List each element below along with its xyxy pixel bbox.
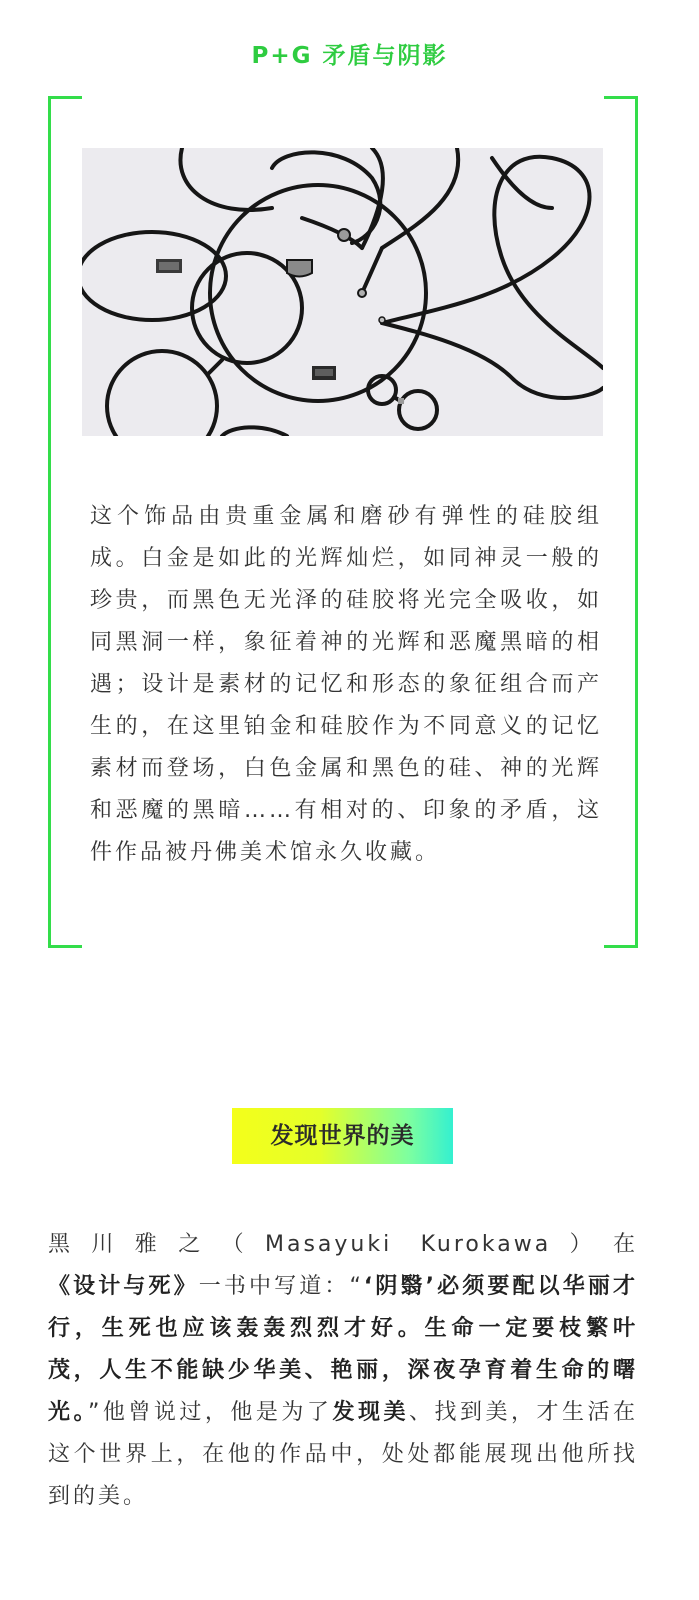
body-bold-book-title: 《设计与死》 <box>48 1274 199 1299</box>
frame-corner-top-right <box>604 96 638 99</box>
section-title: P+G 矛盾与阴影 <box>251 43 448 69</box>
framed-paragraph: 这个饰品由贵重金属和磨砂有弹性的硅胶组成。白金是如此的光辉灿烂，如同神灵一般的珍贵，而黑色无光泽的硅胶将光完全吸收，如同黑洞一样，象征着神的光辉和恶魔黑暗的相遇；设计是素材的记忆和形态的象征组合而产生的，在这里铂金和硅胶作为不同意义的记忆素材而登场，白色金属和黑色的硅、神的光辉和恶魔的黑暗……有相对的、印象的矛盾，这件作品被丹佛美术馆永久收藏。 <box>90 504 602 865</box>
frame-left-line <box>48 96 51 948</box>
jewelry-photo <box>82 148 603 436</box>
body-bold-quote: ‘阴翳’必须要配以华丽才行，生死也应该轰轰烈烈才好。生命一定要枝繁叶茂，人生不能缺少华美、艳丽，深夜孕育着生命的曙光。 <box>48 1274 638 1425</box>
body-paragraph <box>48 1224 638 1518</box>
body-text-part3: ”他曾说过，他是为了 <box>88 1400 333 1425</box>
body-bold-discover-beauty: 发现美 <box>332 1400 409 1425</box>
frame-corner-bottom-right <box>604 945 638 948</box>
frame-corner-bottom-left <box>48 945 82 948</box>
frame-corner-top-left <box>48 96 82 99</box>
highlight-heading-text: 发现世界的美 <box>270 1123 415 1149</box>
body-text-part1: 黑川雅之（Masayuki Kurokawa）在 <box>48 1232 638 1257</box>
body-text-part4: 、找到美，才生活在这个世界上，在他的作品中，处处都能展现出他所找到的美。 <box>48 1400 638 1509</box>
frame-right-line <box>635 96 638 948</box>
necklace-illustration <box>82 148 603 436</box>
body-text-part2: 一书中写道：“ <box>198 1274 364 1299</box>
highlight-heading <box>232 1108 453 1164</box>
